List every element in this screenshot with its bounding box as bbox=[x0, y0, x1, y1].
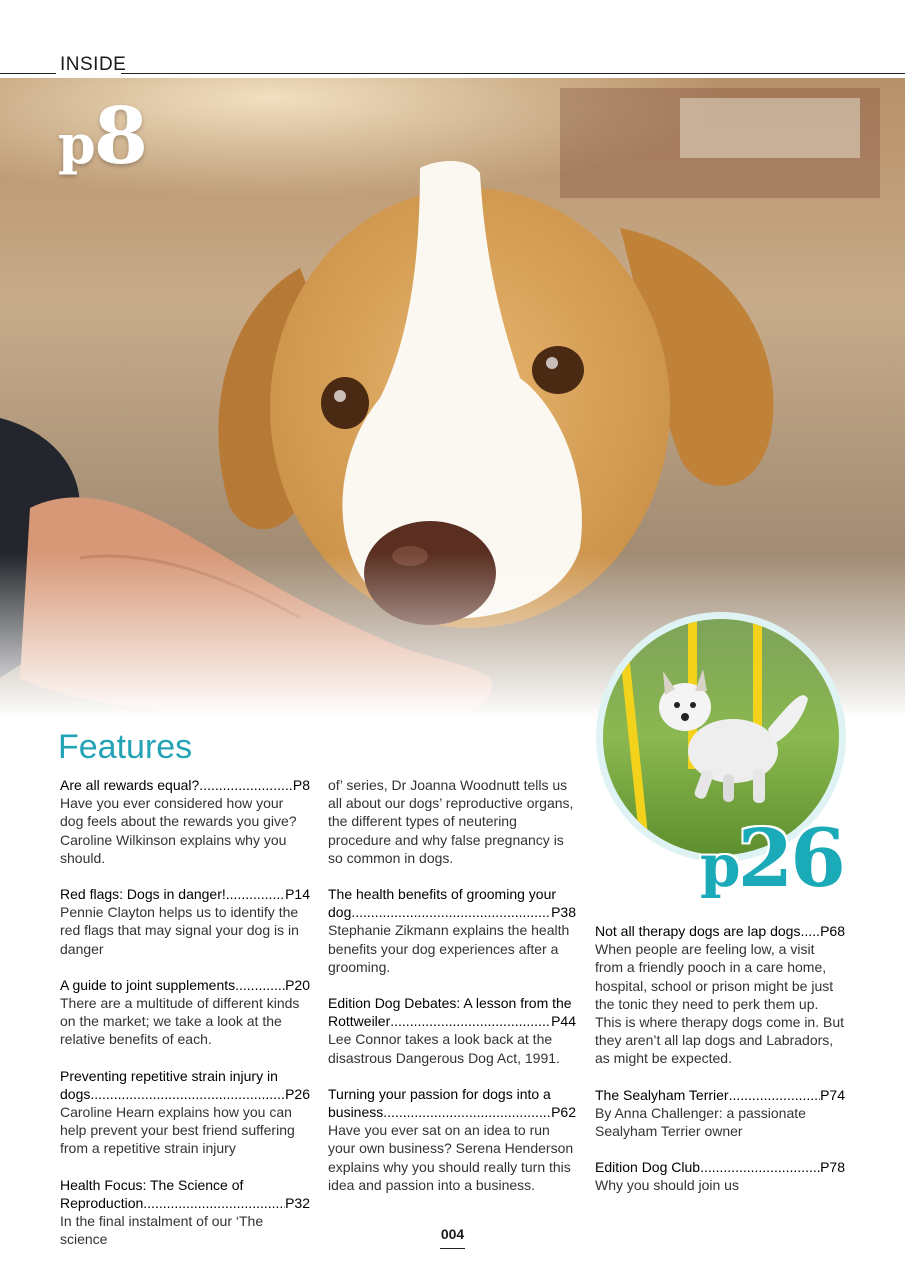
feature-description: Caroline Hearn explains how you can help prevent your best friend suffering from a repetitive strain injury bbox=[60, 1104, 295, 1157]
feature-title-line1[interactable]: Preventing repetitive strain injury in bbox=[60, 1067, 278, 1084]
feature-title[interactable]: A guide to joint supplements ..... P20 bbox=[60, 976, 310, 994]
feature-description: By Anna Challenger: a passionate Sealyham Terrier owner bbox=[595, 1104, 806, 1140]
feature-title[interactable]: Red flags: Dogs in danger! ..... P14 bbox=[60, 885, 310, 903]
feature-entry[interactable] bbox=[60, 885, 310, 958]
feature-description: In the final instalment of our ‘The science bbox=[60, 1213, 264, 1248]
feature-description: Stephanie Zikmann explains the health benefits your dog experiences after a grooming. bbox=[328, 922, 570, 975]
feature-description: There are a multitude of different kinds on the market; we take a look at the relative benefits of each. bbox=[60, 995, 300, 1048]
feature-entry-continued bbox=[328, 776, 576, 867]
feature-entry[interactable] bbox=[60, 1067, 310, 1158]
feature-title[interactable]: Reproduction ..... P32 bbox=[60, 1194, 310, 1212]
page-number-underline bbox=[440, 1248, 465, 1249]
feature-entry[interactable] bbox=[328, 885, 576, 976]
feature-entry[interactable] bbox=[60, 776, 310, 867]
page-badge-p8: p8 bbox=[58, 91, 147, 182]
feature-entry[interactable] bbox=[60, 976, 310, 1049]
section-header bbox=[0, 52, 905, 78]
feature-title-line1[interactable]: The health benefits of grooming your bbox=[328, 886, 557, 903]
feature-title-line1[interactable]: Health Focus: The Science of bbox=[60, 1176, 244, 1193]
header-rule-right bbox=[121, 73, 905, 74]
feature-description: Why you should join us bbox=[595, 1177, 739, 1194]
features-column-2 bbox=[328, 776, 576, 1212]
feature-title[interactable]: dog ..... P38 bbox=[328, 903, 576, 921]
feature-entry[interactable] bbox=[328, 994, 576, 1067]
feature-title-line1[interactable]: Turning your passion for dogs into a bbox=[328, 1085, 551, 1102]
feature-entry[interactable] bbox=[595, 1158, 845, 1194]
feature-description: Pennie Clayton helps us to identify the red flags that may signal your dog is in danger bbox=[60, 904, 299, 957]
feature-title[interactable]: Not all therapy dogs are lap dogs ..... P68 bbox=[595, 922, 845, 940]
feature-description: Have you ever considered how your dog feels about the rewards you give? Caroline Wilkinson explains why you should. bbox=[60, 795, 297, 866]
feature-description: Have you ever sat on an idea to run your own business? Serena Henderson explains why you should really turn this idea and passion into a business. bbox=[328, 1122, 574, 1193]
page-badge-p26: p26 bbox=[700, 811, 843, 905]
page-number: 004 bbox=[440, 1226, 465, 1242]
feature-title[interactable]: business ..... P62 bbox=[328, 1103, 576, 1121]
feature-entry[interactable] bbox=[595, 922, 845, 1068]
feature-title[interactable]: dogs ..... P26 bbox=[60, 1085, 310, 1103]
section-label: INSIDE bbox=[60, 54, 127, 75]
feature-entry[interactable] bbox=[328, 1085, 576, 1194]
feature-description: When people are feeling low, a visit from a friendly pooch in a care home, hospital, school or prison might be just the tonic they need to perk them up. This is where therapy dogs come in. But they aren’t all lap dogs and Labradors, as might be expected. bbox=[595, 941, 845, 1067]
feature-title[interactable]: Are all rewards equal? ..... P8 bbox=[60, 776, 310, 794]
feature-title[interactable]: Edition Dog Club ..... P78 bbox=[595, 1158, 845, 1176]
feature-description: Lee Connor takes a look back at the disastrous Dangerous Dog Act, 1991. bbox=[328, 1031, 560, 1066]
header-rule-left bbox=[0, 73, 56, 74]
feature-description: of’ series, Dr Joanna Woodnutt tells us all about our dogs’ reproductive organs, the different types of neutering procedure and why false pregnancy is so common in dogs. bbox=[328, 777, 574, 866]
features-heading: Features bbox=[58, 728, 193, 766]
feature-title-line1[interactable]: Edition Dog Debates: A lesson from the bbox=[328, 995, 572, 1012]
feature-title[interactable]: Rottweiler ..... P44 bbox=[328, 1012, 576, 1030]
feature-entry[interactable] bbox=[595, 1086, 845, 1141]
features-column-1 bbox=[60, 776, 310, 1266]
features-column-3 bbox=[595, 922, 845, 1213]
feature-title[interactable]: The Sealyham Terrier ..... P74 bbox=[595, 1086, 845, 1104]
